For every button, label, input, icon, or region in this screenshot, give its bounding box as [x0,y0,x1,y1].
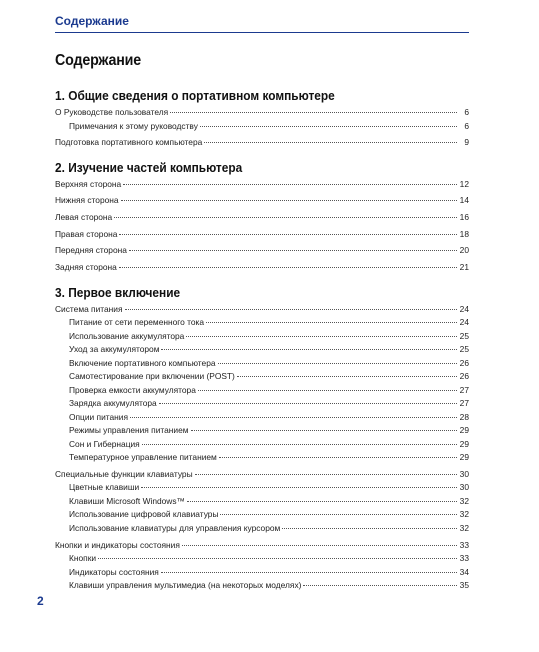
dot-leader [142,444,457,445]
toc-entry-title: Клавиши управления мультимедиа (на некоторых моделях) [69,580,302,590]
running-head: Содержание [55,14,129,28]
toc-entry[interactable] [55,411,469,425]
toc-entry-page: 29 [459,425,469,436]
toc-entry-page: 21 [459,262,469,273]
toc-entry[interactable] [55,552,469,566]
toc-entry-title: Проверка емкости аккумулятора [69,384,196,395]
section-heading: 1. Общие сведения о портативном компьютере [55,89,335,103]
dot-leader [119,267,457,268]
toc-entry[interactable] [55,495,469,509]
dot-leader [219,457,457,458]
dot-leader [191,430,457,431]
toc-entry-page: 16 [459,212,469,223]
toc-entry[interactable] [55,397,469,411]
toc-entry-page: 27 [459,398,469,409]
toc-entry-page: 26 [459,357,469,368]
toc-entry-title: Использование цифровой клавиатуры [69,509,219,520]
toc-entry-title: Индикаторы состояния [69,566,159,577]
toc-entry-page: 34 [459,566,469,577]
dot-leader [237,376,457,377]
toc-entry-title: Зарядка аккумулятора [69,398,157,409]
toc-entry-page: 9 [464,137,469,148]
toc-entry-title: Уход за аккумулятором [69,344,160,355]
toc-entry-page: 26 [459,371,469,382]
table-of-contents [55,86,469,601]
toc-entry-title: Режимы управления питанием [69,425,189,436]
toc-entry-title: Питание от сети переменного тока [69,317,205,328]
toc-entry[interactable] [55,343,469,357]
dot-leader [200,126,457,127]
toc-entry-title: Температурное управление питанием [69,452,217,463]
dot-leader [159,403,457,404]
toc-entry-page: 18 [459,228,469,239]
toc-entry[interactable] [55,481,469,495]
toc-entry-page: 35 [459,580,469,590]
dot-leader [182,545,457,546]
toc-entry[interactable] [55,244,469,258]
toc-entry-title: Нижняя сторона [55,195,119,206]
toc-entry[interactable] [55,370,469,384]
toc-entry[interactable] [55,384,469,398]
toc-entry[interactable] [55,566,469,580]
toc-entry-page: 20 [459,245,469,256]
toc-entry-title: О Руководстве пользователя [55,107,169,117]
dot-leader [98,558,457,559]
toc-entry[interactable] [55,261,469,275]
toc-entry-title: Примечания к этому руководству [69,120,198,131]
toc-entry-page: 33 [459,553,469,563]
toc-section [55,158,469,275]
dot-leader [204,142,457,143]
dot-leader [187,501,457,502]
toc-entry[interactable] [55,136,469,150]
dot-leader [220,514,457,515]
dot-leader [218,363,457,364]
toc-entry-page: 28 [459,411,469,422]
toc-entry-title: Кнопки [69,553,97,563]
dot-leader [282,528,457,529]
toc-entry-page: 29 [459,452,469,463]
toc-entry-page: 29 [459,438,469,449]
dot-leader [170,112,457,113]
toc-entry-title: Цветные клавиши [69,482,140,493]
toc-entry-title: Самотестирование при включении (POST) [69,371,235,382]
toc-entry-page: 25 [459,330,469,341]
toc-entry-page: 14 [459,195,469,206]
dot-leader [119,234,457,235]
toc-entry[interactable] [55,228,469,242]
toc-entry-page: 24 [459,317,469,328]
dot-leader [198,390,457,391]
dot-leader [114,217,457,218]
toc-entry[interactable] [55,106,469,120]
toc-entry[interactable] [55,120,469,134]
toc-entry-page: 32 [459,509,469,520]
dot-leader [161,572,457,573]
toc-entry-page: 6 [464,107,469,117]
dot-leader [125,309,457,310]
dot-leader [303,585,457,586]
toc-entry-page: 30 [459,482,469,493]
toc-entry[interactable] [55,211,469,225]
dot-leader [186,336,457,337]
toc-entry[interactable] [55,330,469,344]
toc-entry-title: Система питания [55,303,123,314]
dot-leader [130,417,457,418]
toc-entry-page: 32 [459,522,469,533]
toc-entry-title: Подготовка портативного компьютера [55,137,203,148]
toc-entry[interactable] [55,316,469,330]
toc-entry[interactable] [55,539,469,553]
toc-entry[interactable] [55,451,469,465]
toc-entry-title: Задняя сторона [55,262,117,273]
toc-entry-title: Кнопки и индикаторы состояния [55,539,180,550]
toc-section [55,86,469,150]
toc-entry-title: Опции питания [69,411,128,422]
page-number: 2 [37,594,44,608]
toc-entry-title: Передняя сторона [55,245,127,256]
toc-entry-page: 27 [459,384,469,395]
page-title: Содержание [55,52,142,69]
toc-entry-page: 24 [459,303,469,314]
toc-entry[interactable] [55,178,469,192]
running-head-rule [55,32,469,33]
toc-entry-title: Правая сторона [55,228,118,239]
dot-leader [123,184,457,185]
toc-entry-title: Верхняя сторона [55,178,122,189]
toc-entry[interactable] [55,357,469,371]
toc-entry[interactable] [55,468,469,482]
section-heading: 2. Изучение частей компьютера [55,160,243,175]
dot-leader [206,322,457,323]
toc-entry-page: 25 [459,344,469,355]
toc-entry[interactable] [55,522,469,536]
toc-entry-title: Сон и Гибернация [69,438,140,449]
toc-entry-title: Клавиши Microsoft Windows™ [69,495,185,506]
toc-entry-title: Левая сторона [55,212,113,223]
toc-section [55,283,469,593]
toc-entry-title: Использование аккумулятора [69,330,185,341]
dot-leader [129,250,457,251]
toc-entry[interactable] [55,424,469,438]
toc-entry-page: 30 [459,468,469,479]
dot-leader [161,349,457,350]
toc-entry[interactable] [55,579,469,593]
toc-entry-page: 12 [459,178,469,189]
toc-entry[interactable] [55,303,469,317]
toc-entry-page: 32 [459,495,469,506]
dot-leader [195,474,457,475]
dot-leader [121,200,457,201]
toc-entry[interactable] [55,194,469,208]
section-heading: 3. Первое включение [55,285,181,300]
toc-entry-title: Специальные функции клавиатуры [55,468,193,479]
dot-leader [141,487,457,488]
toc-entry[interactable] [55,508,469,522]
toc-entry[interactable] [55,438,469,452]
toc-entry-title: Использование клавиатуры для управления курсором [69,522,281,533]
toc-entry-title: Включение портативного компьютера [69,357,216,368]
toc-entry-page: 33 [459,539,469,550]
toc-entry-page: 6 [464,120,469,131]
